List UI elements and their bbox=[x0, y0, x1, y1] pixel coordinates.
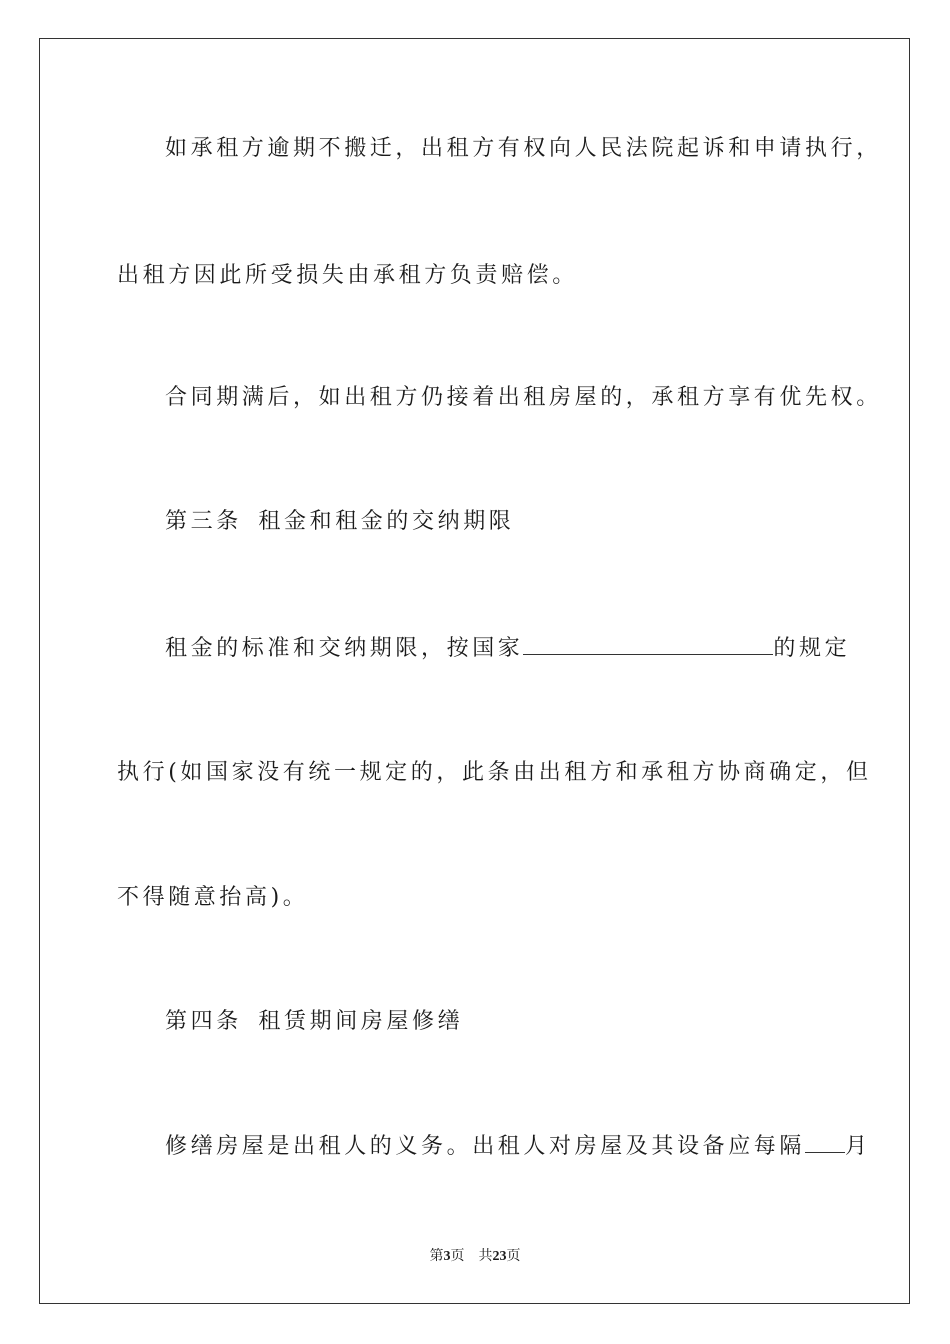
text-span: 修缮房屋是出租人的义务。出租人对房屋及其设备应每隔 bbox=[165, 1134, 806, 1159]
page-footer bbox=[0, 1248, 950, 1266]
fill-in-blank[interactable] bbox=[805, 1132, 845, 1153]
article-title: 租金和租金的交纳期限 bbox=[258, 509, 515, 534]
text-span: 月 bbox=[845, 1134, 871, 1159]
paragraph-line bbox=[165, 135, 882, 163]
paragraph-line bbox=[165, 1132, 871, 1161]
page-label-pre: 第 bbox=[429, 1249, 444, 1264]
page-label-post: 页 bbox=[450, 1249, 465, 1264]
paragraph-line bbox=[117, 759, 872, 787]
article-number: 第三条 bbox=[165, 509, 242, 534]
text-span: 租金的标准和交纳期限，按国家 bbox=[165, 636, 524, 661]
text-span: 的规定 bbox=[773, 636, 851, 661]
total-label-post: 页 bbox=[506, 1249, 521, 1264]
text-span: 如承租方逾期不搬迁，出租方有权向人民法院起诉和申请执行， bbox=[165, 136, 882, 161]
section-heading bbox=[165, 1008, 463, 1036]
paragraph-line bbox=[117, 884, 308, 912]
paragraph-line bbox=[165, 634, 850, 663]
paragraph-line bbox=[117, 262, 578, 290]
text-span: 出租方因此所受损失由承租方负责赔偿。 bbox=[117, 263, 578, 288]
article-number: 第四条 bbox=[165, 1009, 242, 1034]
current-page-number: 3 bbox=[443, 1249, 451, 1264]
text-span: 不得随意抬高)。 bbox=[117, 885, 309, 910]
fill-in-blank[interactable] bbox=[523, 634, 773, 655]
page-border bbox=[39, 38, 910, 1304]
total-page-count: 23 bbox=[492, 1249, 507, 1264]
section-heading bbox=[165, 508, 514, 536]
text-span: 合同期满后，如出租方仍接着出租房屋的，承租方享有优先权。 bbox=[165, 385, 882, 410]
text-span: 执行(如国家没有统一规定的，此条由出租方和承租方协商确定，但 bbox=[117, 760, 872, 785]
total-label-pre: 共 bbox=[478, 1249, 493, 1264]
article-title: 租赁期间房屋修缮 bbox=[258, 1009, 464, 1034]
paragraph-line bbox=[165, 384, 882, 412]
